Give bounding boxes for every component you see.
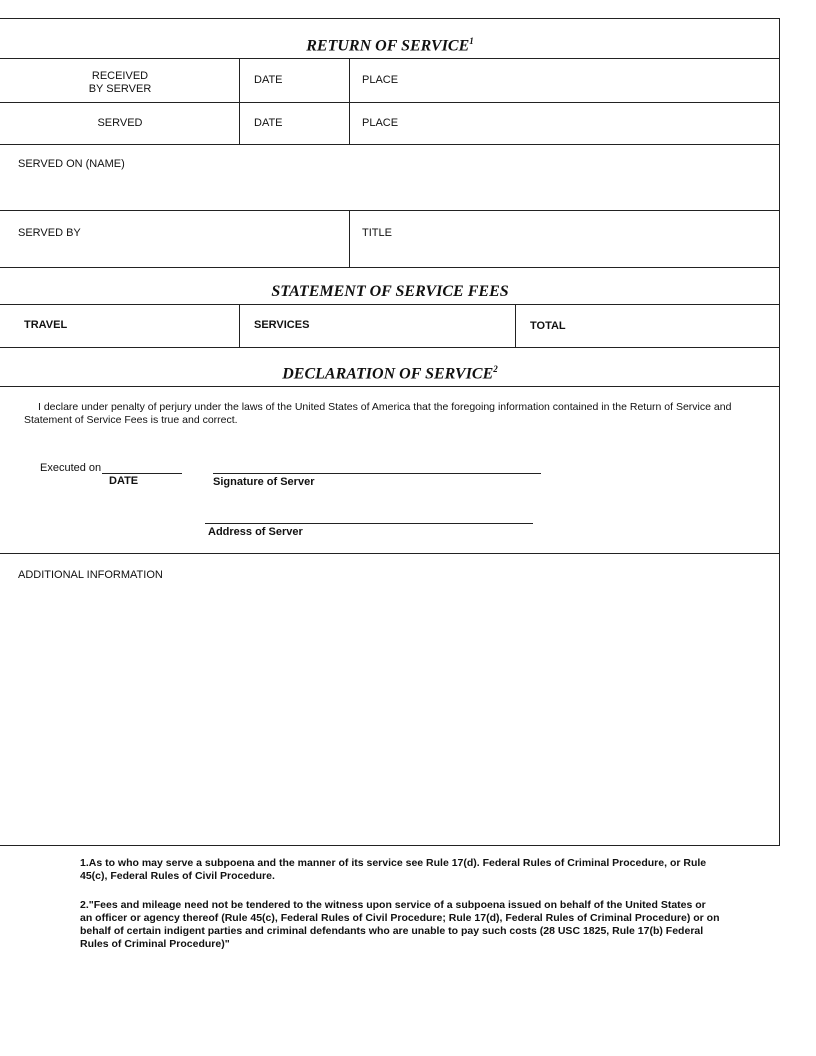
executed-date-line [102,473,182,474]
rule-below-fees [0,347,780,348]
served-date-label: DATE [254,117,283,129]
title-label: TITLE [362,227,392,239]
rule-row2 [0,144,780,145]
executed-date-label: DATE [109,475,139,487]
col-divider-1a [239,58,240,144]
declaration-statement: I declare under penalty of perjury under the laws of the United States of America that the foregoing information contained in the Return of Service and Statement of Service Fees is true and correct. [24,401,732,426]
services-label: SERVICES [254,319,310,331]
declaration-title: DECLARATION OF SERVICE [282,365,494,383]
total-label: TOTAL [530,320,566,332]
col-divider-fees-2 [515,304,516,347]
travel-label: TRAVEL [24,319,68,331]
rule-below-declaration-heading [0,386,780,387]
signature-line [213,473,541,474]
rule-row1 [0,102,780,103]
declaration-heading [0,364,780,383]
served-on-name-label: SERVED ON (NAME) [18,158,125,170]
col-divider-1b [349,58,350,144]
rule-form-bottom [0,845,780,846]
top-rule [0,18,780,19]
received-date-label: DATE [254,74,283,86]
received-place-label: PLACE [362,74,399,86]
form-right-border [779,18,780,846]
service-fees-heading: STATEMENT OF SERVICE FEES [271,283,509,300]
return-of-service-heading [0,36,780,55]
rule-served-by [0,267,780,268]
footnote-1: 1.As to who may serve a subpoena and the manner of its service see Rule 17(d). Federal Rules of Criminal Procedure, or Rule 45(c), Federal Rules of Civil Procedure. [80,857,707,882]
footnote-2: 2."Fees and mileage need not be tendered to the witness upon service of a subpoena issued on behalf of the United States or an officer or agency thereof (Rule 45(c), Federal Rules of Civil Procedure; Rule 17(d), Federal Rules of Criminal Procedure) or on behalf of certain indigent parties and criminal defendants who are unable to pay such costs (28 USC 1825, Rule 17(b) Federal Rules of Criminal Procedure)" [80,899,720,950]
address-of-server-label: Address of Server [208,526,303,538]
rule-below-fees-heading [0,304,780,305]
col-divider-served-by [349,210,350,267]
footnote-marker-1: 1 [469,36,474,46]
served-by-label: SERVED BY [18,227,81,239]
signature-of-server-label: Signature of Server [213,476,315,488]
additional-information-label: ADDITIONAL INFORMATION [18,569,163,581]
received-by-server-label [60,70,180,96]
return-of-service-title: RETURN OF SERVICE [306,37,470,55]
rule-below-declaration [0,553,780,554]
footnote-marker-2: 2 [493,364,498,374]
received-label-line1: RECEIVED [91,70,149,82]
executed-on-label: Executed on [40,462,102,474]
rule-served-on [0,210,780,211]
served-place-label: PLACE [362,117,399,129]
received-label-line2: BY SERVER [88,83,152,95]
col-divider-fees-1 [239,304,240,347]
served-label: SERVED [97,117,143,129]
address-line [205,523,533,524]
rule-below-return-heading [0,58,780,59]
